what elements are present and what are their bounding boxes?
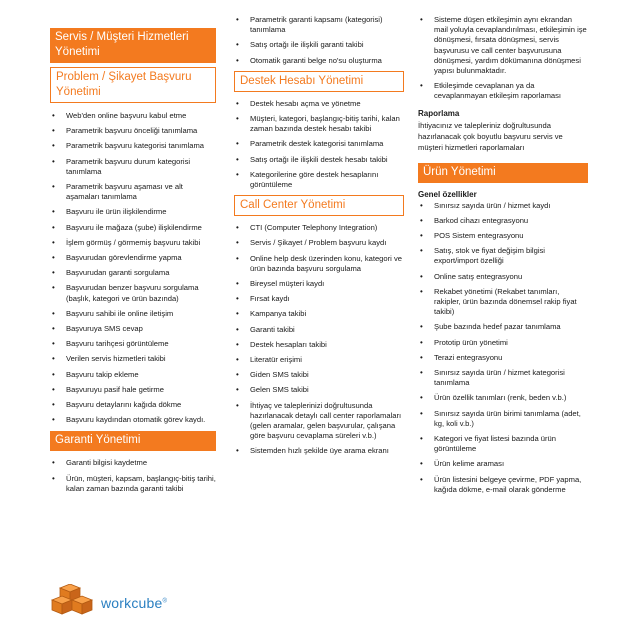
list-item: • Sınırsız sayıda ürün birimi tanımlama (adet, kg, koli v.b.) bbox=[418, 409, 588, 429]
list-item: • Verilen servis hizmetleri takibi bbox=[50, 354, 216, 364]
list-item: • Ürün listesini belgeye çevirme, PDF yapma, kağıda dökme, e-mail olarak gönderme bbox=[418, 475, 588, 495]
boxes-logo-icon bbox=[50, 584, 96, 623]
list-item: • Servis / Şikayet / Problem başvuru kaydı bbox=[234, 238, 404, 248]
list-item: • Başvuruya SMS cevap bbox=[50, 324, 216, 334]
list-item: • Destek hesabı açma ve yönetme bbox=[234, 99, 404, 109]
list-item: • Parametrik destek kategorisi tanımlama bbox=[234, 139, 404, 149]
list-item: • Rekabet yönetimi (Rekabet tanımları, rakipler, ürün bazında dönemsel rakip fiyat takibi) bbox=[418, 287, 588, 318]
list-item: • Bireysel müşteri kaydı bbox=[234, 279, 404, 289]
list-item: • Kampanya takibi bbox=[234, 309, 404, 319]
list-item: • Prototip ürün yönetimi bbox=[418, 338, 588, 348]
list-item: • Kategori ve fiyat listesi bazında ürün görüntüleme bbox=[418, 434, 588, 454]
section-title-call-center: Call Center Yönetimi bbox=[234, 195, 404, 216]
section-title-servis: Servis / Müşteri Hizmetleri Yönetimi bbox=[50, 28, 216, 63]
list-call-center bbox=[234, 223, 404, 456]
list-item: • Parametrik başvuru durum kategorisi tanımlama bbox=[50, 157, 216, 177]
list-item: • Başvurudan garanti sorgulama bbox=[50, 268, 216, 278]
list-item: • Başvuru kaydından otomatik görev kaydı. bbox=[50, 415, 216, 425]
column-2 bbox=[234, 0, 404, 462]
list-item: • Şube bazında hedef pazar tanımlama bbox=[418, 322, 588, 332]
logo-wordmark: workcube® bbox=[101, 595, 168, 611]
list-item: • Parametrik garanti kapsamı (kategorisi) tanımlama bbox=[234, 15, 404, 35]
column-1 bbox=[50, 0, 216, 499]
list-garanti bbox=[50, 458, 216, 494]
list-item: • Parametrik başvuru önceliği tanımlama bbox=[50, 126, 216, 136]
list-item: • Terazi entegrasyonu bbox=[418, 353, 588, 363]
list-etkilesim bbox=[418, 15, 588, 102]
list-item: • Ürün kelime araması bbox=[418, 459, 588, 469]
list-item: • Başvurudan benzer başvuru sorgulama (başlık, kategori ve ürün bazında) bbox=[50, 283, 216, 303]
list-item: • Satış ortağı ile ilişkili garanti takibi bbox=[234, 40, 404, 50]
list-item: • Garanti takibi bbox=[234, 325, 404, 335]
list-item: • İşlem görmüş / görmemiş başvuru takibi bbox=[50, 238, 216, 248]
list-item: • Başvuru detaylarını kağıda dökme bbox=[50, 400, 216, 410]
list-item: • POS Sistem entegrasyonu bbox=[418, 231, 588, 241]
report-heading: Raporlama bbox=[418, 108, 460, 118]
list-item: • Sisteme düşen etkileşimin aynı ekrandan mail yoluyla cevaplandırılması, etkileşimin işe dönüşmesi, fırsata dönüşmesi, servis başvurusu ve call center başvurusuna dönüşmesi, yardım dökümanına dönüşmesi yapısı bulunmaktadır. bbox=[418, 15, 588, 76]
list-problem bbox=[50, 111, 216, 425]
list-item: • Parametrik başvuru aşaması ve alt aşamaları tanımlama bbox=[50, 182, 216, 202]
list-item: • Başvuru ile ürün ilişkilendirme bbox=[50, 207, 216, 217]
list-destek bbox=[234, 99, 404, 190]
list-item: • Satış, stok ve fiyat değişim bilgisi export/import özelliği bbox=[418, 246, 588, 266]
section-title-destek: Destek Hesabı Yönetimi bbox=[234, 71, 404, 92]
list-item: • Başvuru takip ekleme bbox=[50, 370, 216, 380]
list-item: • Sistemden hızlı şekilde üye arama ekranı bbox=[234, 446, 404, 456]
list-item: • Gelen SMS takibi bbox=[234, 385, 404, 395]
report-text: İhtiyacınız ve talepleriniz doğrultusunda hazırlanacak çok boyutlu başvuru servis ve müşteri hizmetleri raporlamaları bbox=[418, 120, 563, 152]
list-item: • Giden SMS takibi bbox=[234, 370, 404, 380]
section-title-urun: Ürün Yönetimi bbox=[418, 163, 588, 183]
list-item: • Garanti bilgisi kaydetme bbox=[50, 458, 216, 468]
list-item: • Başvuru sahibi ile online iletişim bbox=[50, 309, 216, 319]
list-garanti-continued bbox=[234, 15, 404, 66]
list-item: • Parametrik başvuru kategorisi tanımlama bbox=[50, 141, 216, 151]
general-heading: Genel özellikler bbox=[418, 189, 477, 199]
list-item: • Başvuru ile mağaza (şube) ilişkilendirme bbox=[50, 223, 216, 233]
workcube-logo bbox=[50, 586, 167, 620]
list-item: • Fırsat kaydı bbox=[234, 294, 404, 304]
list-item: • Başvuruyu pasif hale getirme bbox=[50, 385, 216, 395]
list-item: • Satış ortağı ile ilişkili destek hesabı takibi bbox=[234, 155, 404, 165]
list-item: • Literatür erişimi bbox=[234, 355, 404, 365]
list-item: • CTI (Computer Telephony Integration) bbox=[234, 223, 404, 233]
list-item: • Kategorilerine göre destek hesaplarını görüntüleme bbox=[234, 170, 404, 190]
list-item: • Müşteri, kategori, başlangıç-bitiş tarihi, kalan zaman bazında destek hesabı takibi bbox=[234, 114, 404, 134]
list-item: • İhtiyaç ve taleplerinizi doğrultusunda hazırlanacak detaylı call center raporlamaları (gelen aramalar, gelen başvurular, çalışana göre başvuru cevaplama süreleri v.b.) bbox=[234, 401, 404, 442]
list-item: • Otomatik garanti belge no'su oluşturma bbox=[234, 56, 404, 66]
list-item: • Destek hesapları takibi bbox=[234, 340, 404, 350]
list-item: • Başvuru tarihçesi görüntüleme bbox=[50, 339, 216, 349]
list-item: • Web'den online başvuru kabul etme bbox=[50, 111, 216, 121]
list-item: • Barkod cihazı entegrasyonu bbox=[418, 216, 588, 226]
list-item: • Ürün, müşteri, kapsam, başlangıç-bitiş tarihi, kalan zaman bazında garanti takibi bbox=[50, 474, 216, 494]
section-title-garanti: Garanti Yönetimi bbox=[50, 431, 216, 451]
list-item: • Sınırsız sayıda ürün / hizmet kategorisi tanımlama bbox=[418, 368, 588, 388]
list-item: • Ürün özellik tanımları (renk, beden v.b.) bbox=[418, 393, 588, 403]
list-urun bbox=[418, 201, 588, 495]
list-item: • Online satış entegrasyonu bbox=[418, 272, 588, 282]
list-item: • Sınırsız sayıda ürün / hizmet kaydı bbox=[418, 201, 588, 211]
list-item: • Online help desk üzerinden konu, kategori ve ürün bazında başvuru sorgulama bbox=[234, 254, 404, 274]
column-3 bbox=[418, 0, 588, 500]
list-item: • Etkileşimde cevaplanan ya da cevaplanmayan etkileşim raporlaması bbox=[418, 81, 588, 101]
subsection-title-problem: Problem / Şikayet Başvuru Yönetimi bbox=[50, 67, 216, 103]
list-item: • Başvurudan görevlendirme yapma bbox=[50, 253, 216, 263]
